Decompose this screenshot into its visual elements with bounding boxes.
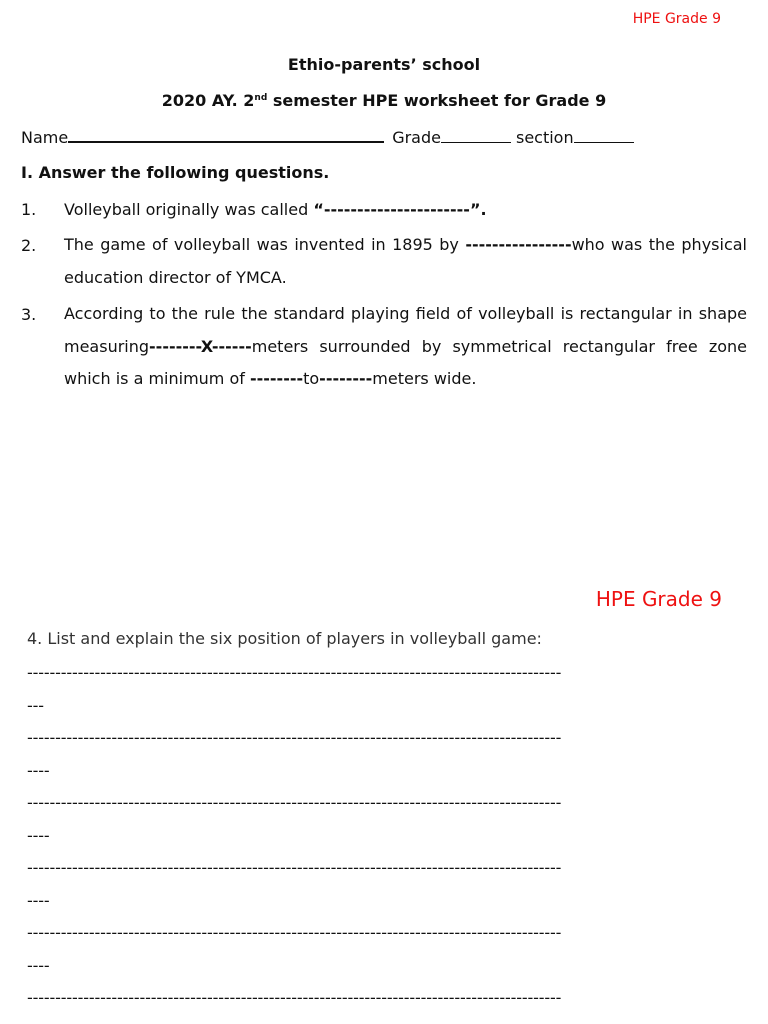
question-text-part: meters surrounded by symmetrical rectangular free zone which is a minimum of: [64, 336, 747, 388]
page2-grade-label: HPE Grade 9: [595, 587, 722, 611]
question-text: [64, 298, 747, 396]
answer-blank[interactable]: --------: [319, 369, 373, 388]
header-grade-label: HPE Grade 9: [632, 11, 721, 27]
answer-blank[interactable]: --------X------: [149, 336, 252, 356]
answer-line[interactable]: -----------------------------------------------------------------------------------------------: [27, 728, 562, 747]
worksheet-title-ordinal: nd: [254, 93, 268, 103]
answer-lines: [27, 657, 747, 1015]
answer-line[interactable]: -----------------------------------------------------------------------------------------------: [27, 923, 562, 942]
question-text: [64, 229, 747, 294]
question-text-part: to: [303, 369, 320, 388]
student-info-line: [21, 128, 634, 147]
answer-blank[interactable]: “----------------------”.: [313, 200, 487, 219]
name-label: Name: [21, 128, 69, 147]
section-heading: I. Answer the following questions.: [21, 163, 330, 182]
answer-blank[interactable]: --------: [249, 369, 304, 388]
answer-line[interactable]: ----: [27, 760, 50, 780]
worksheet-title-prefix: 2020 AY. 2: [161, 91, 255, 110]
question-text-part: According to the rule the standard playing field of volleyball is rectangular in shape measuring: [64, 304, 747, 356]
question-text: [64, 194, 747, 227]
question-text-part: The game of volleyball was invented in 1895 by: [64, 235, 466, 254]
answer-line[interactable]: -----------------------------------------------------------------------------------------------: [27, 988, 562, 1007]
question-number: 3.: [21, 305, 37, 324]
worksheet-title: [0, 91, 768, 110]
question-number: 2.: [21, 236, 37, 255]
answer-line[interactable]: ----: [27, 955, 50, 975]
answer-line[interactable]: -----------------------------------------------------------------------------------------------: [27, 663, 562, 682]
question-4-text: 4. List and explain the six position of players in volleyball game:: [27, 629, 542, 648]
grade-label: Grade: [392, 128, 441, 147]
question-number: 1.: [21, 200, 37, 219]
question-text-part: who was the physical education director of YMCA.: [64, 235, 747, 287]
answer-blank[interactable]: ----------------: [465, 235, 572, 254]
question-text-part: Volleyball originally was called: [64, 200, 314, 219]
answer-line[interactable]: ----: [27, 825, 50, 845]
section-blank[interactable]: [574, 129, 634, 143]
school-title: Ethio-parents’ school: [287, 55, 481, 74]
answer-line[interactable]: -----------------------------------------------------------------------------------------------: [27, 793, 562, 812]
answer-line[interactable]: ---: [27, 695, 44, 715]
grade-blank[interactable]: [441, 129, 511, 143]
name-blank[interactable]: [68, 128, 384, 143]
answer-line[interactable]: -----------------------------------------------------------------------------------------------: [27, 858, 562, 877]
worksheet-title-suffix: semester HPE worksheet for Grade 9: [267, 91, 607, 110]
question-text-part: meters wide.: [372, 369, 477, 388]
section-label: section: [515, 128, 574, 147]
answer-line[interactable]: ----: [27, 890, 50, 910]
